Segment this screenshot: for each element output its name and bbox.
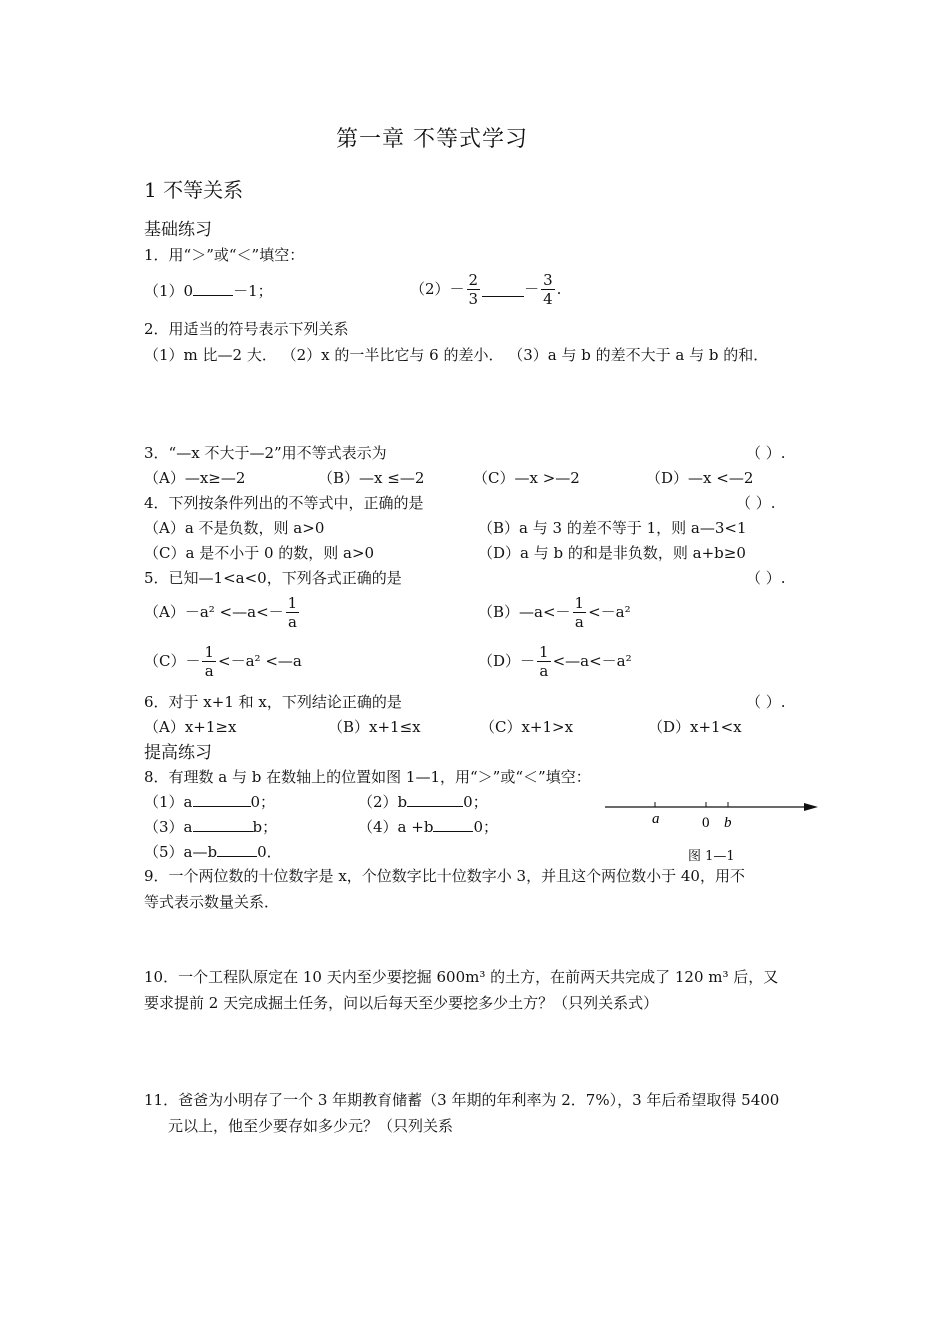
q3-option-c: （C）—x >—2: [473, 469, 580, 487]
answer-blank[interactable]: [407, 792, 463, 807]
fraction-numerator: 1: [287, 593, 298, 612]
q5-option-b-pre: （B）—a<－: [478, 603, 571, 621]
q2-stem: 2．用适当的符号表示下列关系: [144, 320, 349, 338]
q4-option-d: （D）a 与 b 的和是非负数，则 a+b≥0: [478, 544, 746, 562]
axis-label-b: b: [724, 815, 732, 831]
fraction-numerator: 3: [543, 270, 553, 289]
fraction-2-3: [467, 271, 481, 308]
q8-part3: [144, 817, 277, 837]
q9-line2: 等式表示数量关系．: [144, 893, 280, 911]
q8-part1-post: 0；: [250, 793, 276, 811]
q8-part3-pre: （3）a: [144, 818, 193, 836]
fraction-3-4: [541, 271, 555, 308]
q6-option-a: （A）x+1≥x: [144, 718, 237, 736]
figure-caption: 图 1—1: [688, 849, 735, 864]
q1-part2-minus: －: [524, 280, 540, 298]
q5-option-b-post: <－a²: [588, 603, 631, 621]
answer-blank[interactable]: [193, 817, 253, 832]
q10-line2: 要求提前 2 天完成掘土任务，问以后每天至少要挖多少土方？（只列关系式）: [144, 994, 659, 1012]
q1-part2: [410, 265, 561, 313]
q6-option-d: （D）x+1<x: [648, 718, 742, 736]
fraction-denominator: a: [574, 612, 584, 631]
q1-part1-suffix: －1；: [233, 282, 273, 300]
answer-blank[interactable]: [193, 792, 251, 807]
q8-part5-pre: （5）a—b: [144, 843, 218, 861]
q5-option-c-pre: （C）－: [144, 652, 201, 670]
axis-label-zero: 0: [702, 815, 710, 831]
answer-blank[interactable]: [433, 817, 473, 832]
q6-stem: 6．对于 x+1 和 x，下列结论正确的是: [144, 693, 402, 711]
q8-part5-post: 0．: [257, 843, 282, 861]
q5-option-a-text: （A）－a² <—a<－: [144, 603, 284, 621]
q8-part4-post: 0；: [473, 818, 498, 836]
q3-option-d: （D）—x <—2: [646, 469, 754, 487]
q1-part2-prefix: （2）－: [410, 280, 465, 298]
q8-part4-pre: （4）a +b: [358, 818, 434, 836]
answer-blank[interactable]: [482, 282, 524, 297]
q8-part1-pre: （1）a: [144, 793, 193, 811]
q6-answer-paren[interactable]: （ ）.: [746, 693, 786, 711]
answer-blank[interactable]: [193, 281, 233, 296]
number-line-figure: [600, 795, 825, 835]
q8-part5: [144, 842, 282, 862]
fraction-denominator: 4: [543, 289, 553, 308]
q5-stem: 5．已知—1<a<0，下列各式正确的是: [144, 569, 402, 587]
q5-option-c: [144, 640, 302, 682]
axis-label-a: a: [652, 811, 660, 827]
fraction-1-over-a: [573, 594, 587, 631]
q10-line1: 10．一个工程队原定在 10 天内至少要挖掘 600m³ 的土方，在前两天共完成了 120 m³ 后，又: [144, 968, 779, 986]
fraction-denominator: a: [287, 612, 297, 631]
fraction-1-over-a: [286, 594, 300, 631]
fraction-denominator: a: [204, 661, 214, 680]
advanced-practice-heading: 提高练习: [144, 743, 212, 763]
q5-option-d-post: <—a<－a²: [552, 652, 632, 670]
q11-line2: 元以上，他至少要存如多少元？（只列关系: [168, 1117, 454, 1135]
q5-option-c-post: <－a² <—a: [218, 652, 302, 670]
q4-stem: 4．下列按条件列出的不等式中，正确的是: [144, 494, 424, 512]
chapter-title: 第一章 不等式学习: [336, 127, 528, 152]
q6-option-c: （C）x+1>x: [480, 718, 574, 736]
q4-option-a: （A）a 不是负数，则 a>0: [144, 519, 325, 537]
q8-part1: [144, 792, 275, 812]
fraction-1-over-a: [202, 643, 216, 680]
q8-part4: [358, 817, 498, 837]
fraction-numerator: 1: [204, 642, 215, 661]
q5-option-a: [144, 591, 301, 633]
q8-part3-post: b；: [252, 818, 278, 836]
q8-stem: 8．有理数 a 与 b 在数轴上的位置如图 1—1，用“＞”或“＜”填空：: [144, 768, 591, 786]
q4-answer-paren[interactable]: （ ）.: [736, 494, 776, 512]
fraction-numerator: 2: [468, 270, 479, 289]
q3-stem: 3．“—x 不大于—2”用不等式表示为: [144, 444, 387, 462]
q9-line1: 9．一个两位数的十位数字是 x，个位数字比十位数字小 3，并且这个两位数小于 40，用不: [144, 867, 745, 885]
q4-option-b: （B）a 与 3 的差不等于 1，则 a—3<1: [478, 519, 747, 537]
q3-answer-paren[interactable]: （ ）.: [746, 444, 786, 462]
section-title: 1 不等关系: [144, 178, 244, 202]
q4-option-c: （C）a 是不小于 0 的数，则 a>0: [144, 544, 375, 562]
q1-part2-end: .: [556, 280, 562, 298]
answer-blank[interactable]: [217, 842, 257, 857]
q6-option-b: （B）x+1≤x: [328, 718, 421, 736]
q3-option-a: （A）—x≥—2: [144, 469, 246, 487]
q5-option-b: [478, 591, 631, 633]
q3-option-b: （B）—x ≤—2: [318, 469, 425, 487]
fraction-numerator: 1: [539, 642, 549, 661]
fraction-1-over-a: [537, 643, 551, 680]
q1-part1: [144, 281, 273, 301]
q2-items: （1）m 比—2 大． （2）x 的一半比它与 6 的差小． （3）a 与 b 的差不大于 a 与 b 的和．: [144, 346, 769, 364]
q5-answer-paren[interactable]: （ ）.: [746, 569, 786, 587]
arrow-icon: [804, 803, 818, 811]
fraction-denominator: a: [539, 661, 549, 680]
q11-line1: 11．爸爸为小明存了一个 3 年期教育储蓄（3 年期的年利率为 2．7%），3 年后希望取得 5400: [144, 1091, 780, 1109]
q5-option-d: [478, 640, 632, 682]
fraction-numerator: 1: [574, 593, 585, 612]
q8-part2: [358, 792, 488, 812]
q8-part2-pre: （2）b: [358, 793, 408, 811]
q1-part1-prefix: （1）0: [144, 282, 194, 300]
q8-part2-post: 0；: [463, 793, 488, 811]
basic-practice-heading: 基础练习: [144, 220, 212, 240]
q1-stem: 1．用“＞”或“＜”填空：: [144, 246, 305, 264]
q5-option-d-pre: （D）－: [478, 652, 536, 670]
fraction-denominator: 3: [468, 289, 479, 308]
